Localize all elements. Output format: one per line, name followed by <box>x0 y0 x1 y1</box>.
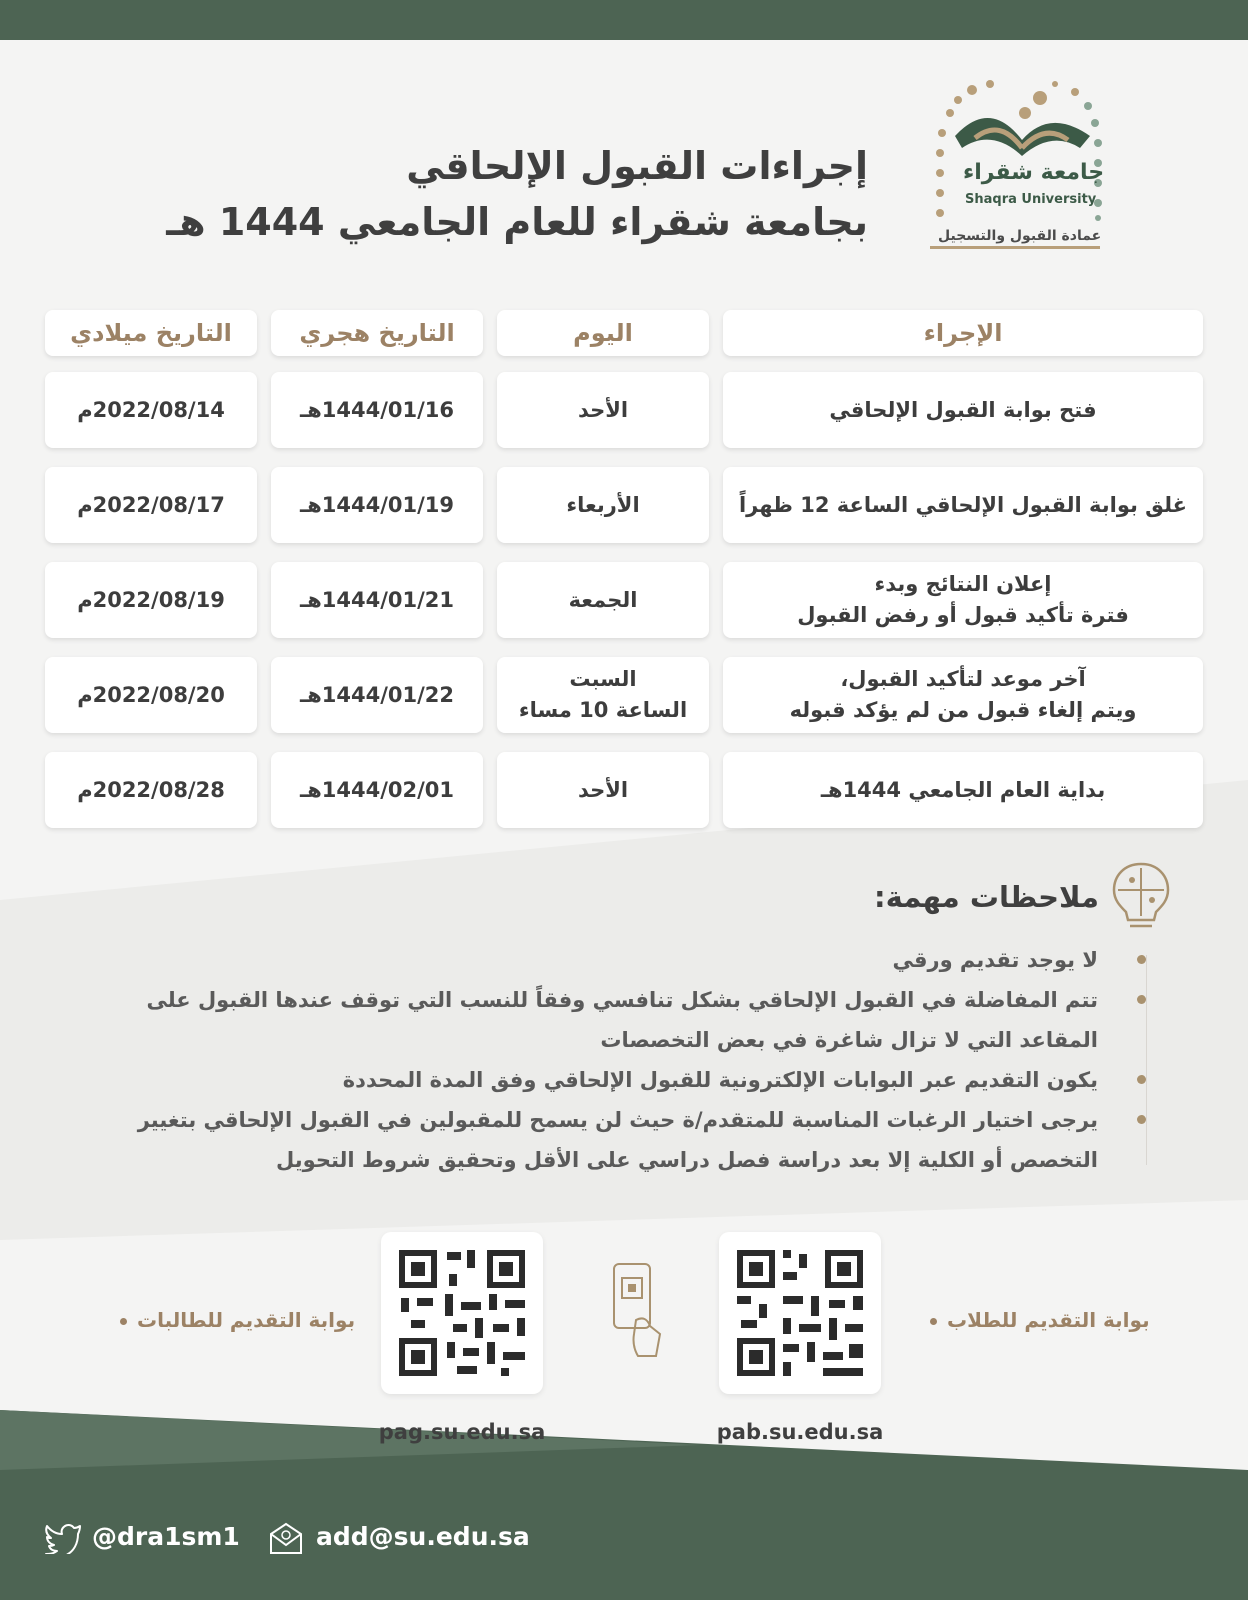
title-line-1: إجراءات القبول الإلحاقي <box>406 144 868 188</box>
notes-title: ملاحظات مهمة: <box>874 880 1099 914</box>
bullet-dot <box>930 1318 937 1325</box>
header-action: الإجراء <box>723 310 1203 356</box>
footer-email[interactable]: add@su.edu.sa <box>316 1522 530 1551</box>
row-4-day <box>497 657 709 733</box>
lightbulb-puzzle-icon <box>1110 860 1172 932</box>
header-hijri: التاريخ هجري <box>271 310 483 356</box>
male-portal-text: بوابة التقديم للطلاب <box>947 1308 1150 1332</box>
row-4-hijri: 1444/01/22هـ <box>271 657 483 733</box>
row-1-action: فتح بوابة القبول الإلحاقي <box>723 372 1203 448</box>
row-4-action <box>723 657 1203 733</box>
row-2-gregorian: 2022/08/17م <box>45 467 257 543</box>
female-portal-label <box>110 1308 355 1332</box>
footer-twitter[interactable]: @dra1sm1 <box>92 1522 240 1551</box>
row-4-day-line-1: السبت <box>569 667 637 691</box>
row-4-action-line-1: آخر موعد لتأكيد القبول، <box>840 667 1086 691</box>
note-item <box>68 1060 1098 1100</box>
email-icon <box>268 1520 304 1556</box>
row-3-action-line-1: إعلان النتائج وبدء <box>874 572 1052 596</box>
bullet-dot <box>1137 1075 1146 1084</box>
female-portal-text: بوابة التقديم للطالبات <box>137 1308 356 1332</box>
male-portal-qr-code[interactable] <box>719 1232 881 1394</box>
qr-code-icon <box>381 1232 543 1394</box>
row-1-hijri: 1444/01/16هـ <box>271 372 483 448</box>
row-5-gregorian: 2022/08/28م <box>45 752 257 828</box>
phone-scan-icon <box>606 1260 666 1360</box>
note-item <box>68 1100 1098 1180</box>
row-5-hijri: 1444/02/01هـ <box>271 752 483 828</box>
row-1-gregorian: 2022/08/14م <box>45 372 257 448</box>
notes-divider <box>1146 955 1147 1165</box>
logo-english-name: Shaqra University <box>965 192 1097 207</box>
row-3-gregorian: 2022/08/19م <box>45 562 257 638</box>
note-text: يرجى اختيار الرغبات المناسبة للمتقدم/ة حيث لن يسمح للمقبولين في القبول الإلحاقي بتغيير التخصص أو الكلية إلا بعد دراسة فصل دراسي على الأقل وتحقيق شروط التحويل <box>137 1108 1098 1172</box>
note-text: يكون التقديم عبر البوابات الإلكترونية للقبول الإلحاقي وفق المدة المحددة <box>342 1068 1098 1092</box>
row-4-gregorian: 2022/08/20م <box>45 657 257 733</box>
header-day: اليوم <box>497 310 709 356</box>
note-item <box>68 940 1098 980</box>
female-portal-url[interactable]: pag.su.edu.sa <box>378 1420 546 1444</box>
note-text: لا يوجد تقديم ورقي <box>892 948 1098 972</box>
row-2-hijri: 1444/01/19هـ <box>271 467 483 543</box>
page-title <box>166 138 868 250</box>
row-4-day-line-2: الساعة 10 مساء <box>518 698 688 722</box>
row-2-action: غلق بوابة القبول الإلحاقي الساعة 12 ظهراً <box>723 467 1203 543</box>
top-bar <box>0 0 1248 40</box>
note-text: تتم المفاضلة في القبول الإلحاقي بشكل تنافسي وفقاً للنسب التي توقف عندها القبول على المقاعد التي لا تزال شاغرة في بعض التخصصات <box>146 988 1098 1052</box>
row-4-action-line-2: ويتم إلغاء قبول من لم يؤكد قبوله <box>789 698 1137 722</box>
bullet-dot <box>1137 1115 1146 1124</box>
title-line-2: بجامعة شقراء للعام الجامعي 1444 هـ <box>166 200 868 244</box>
logo-arabic-name: جامعة شقراء <box>963 160 1105 185</box>
note-item <box>68 980 1098 1060</box>
row-3-action <box>723 562 1203 638</box>
logo-department: عمادة القبول والتسجيل <box>938 228 1102 244</box>
male-portal-url[interactable]: pab.su.edu.sa <box>716 1420 884 1444</box>
bullet-dot <box>1137 995 1146 1004</box>
header-gregorian: التاريخ ميلادي <box>45 310 257 356</box>
twitter-icon <box>44 1522 82 1554</box>
bullet-dot <box>120 1318 127 1325</box>
male-portal-label <box>920 1308 1150 1332</box>
row-3-action-line-2: فترة تأكيد قبول أو رفض القبول <box>797 603 1129 627</box>
row-1-day: الأحد <box>497 372 709 448</box>
bullet-dot <box>1137 955 1146 964</box>
row-5-action: بداية العام الجامعي 1444هـ <box>723 752 1203 828</box>
qr-code-icon <box>719 1232 881 1394</box>
row-5-day: الأحد <box>497 752 709 828</box>
row-2-day: الأربعاء <box>497 467 709 543</box>
female-portal-qr-code[interactable] <box>381 1232 543 1394</box>
notes-list <box>68 940 1098 1180</box>
row-3-day: الجمعة <box>497 562 709 638</box>
row-3-hijri: 1444/01/21هـ <box>271 562 483 638</box>
